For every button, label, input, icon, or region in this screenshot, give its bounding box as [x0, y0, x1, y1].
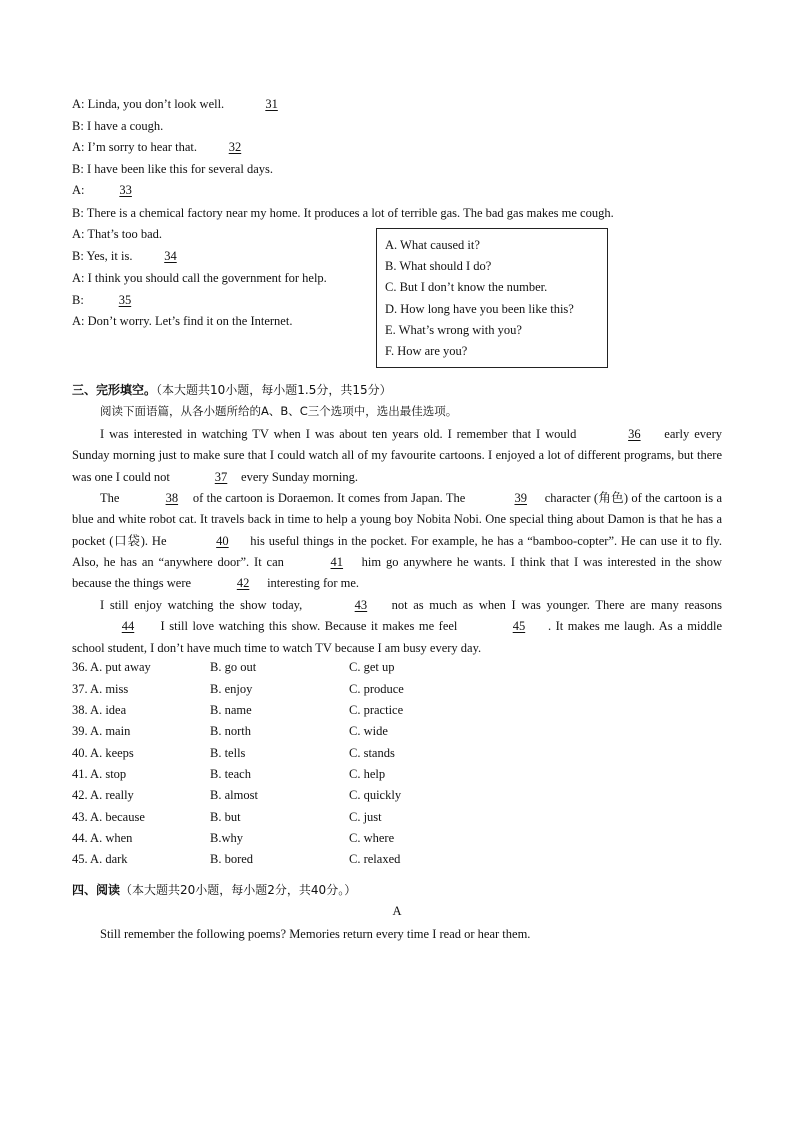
dialogue-text: That’s too bad. [87, 227, 163, 241]
paragraph-text: . It makes me laugh. As a middle school student, I don’t have much time to watch TV because I am busy every day. [72, 619, 722, 655]
dialogue-text: There is a chemical factory near my home. It produces a lot of terrible gas. The bad gas makes me cough. [86, 206, 614, 220]
section3-heading [72, 382, 392, 398]
answer-blank-44: 44 [121, 619, 135, 634]
reading-intro: Still remember the following poems? Memories return every time I read or hear them. [100, 927, 531, 941]
paragraph-text: every Sunday morning. [241, 469, 359, 484]
choice-item: C. quickly [349, 788, 402, 802]
section3-note: （本大题共10小题，每小题1.5分，共15分） [156, 383, 392, 397]
answer-blank-38: 38 [165, 491, 179, 505]
dialogue-text: Yes, it is. [86, 249, 133, 263]
speaker-label: A: [72, 183, 85, 197]
choice-item: C. help [349, 767, 386, 781]
option-e: E. What’s wrong with you? [385, 323, 522, 337]
dialogue-text: I have been like this for several days. [86, 162, 273, 176]
section3-title: 三、完形填空。 [72, 383, 157, 397]
answer-blank-42: 42 [236, 576, 250, 591]
choice-item: B. north [210, 724, 251, 738]
paragraph-text: his useful things in the pocket. For example, he has a “bamboo-copter”. He can use it to fly. Also, he has an “anywhere door”. It can [72, 533, 722, 569]
option-b: B. What should I do? [385, 259, 492, 273]
paragraph-text: I still love watching this show. Because it makes me feel [156, 619, 462, 634]
dialogue-line-11 [72, 313, 292, 329]
choice-item: C. get up [349, 660, 395, 674]
answer-blank-37: 37 [214, 469, 228, 484]
dialogue-line-2 [72, 118, 163, 134]
answer-blank-45: 45 [512, 619, 526, 634]
dialogue-text: I have a cough. [86, 119, 164, 133]
choice-item: B. teach [210, 767, 251, 781]
speaker-label: A: [72, 97, 85, 111]
cloze-paragraph-1 [72, 424, 722, 488]
dialogue-line-7 [72, 226, 162, 242]
speaker-label: B: [72, 293, 84, 307]
speaker-label: A: [72, 314, 85, 328]
paragraph-text: character (角色) of the cartoon is a blue and white robot cat. It travels back in time to help a young boy Nobita Nobi. One special thing about Damon is that he has a pocket (口袋). He [72, 491, 722, 548]
paragraph-text: of the cartoon is Doraemon. It comes from Japan. The [192, 491, 469, 505]
dialogue-line-10 [72, 292, 163, 308]
answer-blank-32: 32 [228, 140, 242, 154]
choice-item: B. go out [210, 660, 257, 674]
section3-instruction: 阅读下面语篇，从各小题所给的A、B、C三个选项中，选出最佳选项。 [100, 404, 458, 418]
choice-item: 38. A. idea [72, 703, 127, 717]
choice-item: 40. A. keeps [72, 746, 134, 760]
section4-title: 四、阅读 [72, 883, 121, 897]
choice-item: B. almost [210, 788, 258, 802]
dialogue-line-3 [72, 139, 273, 155]
section4-note: （本大题共20小题，每小题2分，共40分。） [120, 883, 357, 897]
section4-heading [72, 882, 356, 898]
paragraph-text: him go anywhere he wants. I think that I was interested in the show because the things were [72, 554, 723, 591]
dialogue-text: Linda, you don’t look well. [87, 97, 225, 111]
choice-item: C. relaxed [349, 852, 401, 866]
option-d: D. How long have you been like this? [385, 302, 574, 316]
paragraph-text: The [100, 491, 123, 505]
dialogue-line-8 [72, 248, 208, 264]
answer-blank-35: 35 [118, 293, 132, 307]
choice-item: 42. A. really [72, 788, 134, 802]
cloze-paragraph-2 [72, 488, 722, 594]
option-f: F. How are you? [385, 344, 468, 358]
speaker-label: B: [72, 206, 84, 220]
answer-blank-41: 41 [330, 554, 344, 569]
paragraph-text: not as much as when I was younger. There are many reasons [385, 598, 722, 612]
answer-blank-40: 40 [216, 533, 229, 548]
choice-item: C. where [349, 831, 395, 845]
answer-blank-43: 43 [354, 598, 368, 612]
speaker-label: A: [72, 140, 85, 154]
choice-item: 39. A. main [72, 724, 131, 738]
answer-blank-33: 33 [119, 183, 132, 197]
speaker-label: A: [72, 271, 85, 285]
choice-item: C. produce [349, 682, 404, 696]
dialogue-line-1 [72, 96, 310, 112]
choice-item: 44. A. when [72, 831, 133, 845]
option-c: C. But I don’t know the number. [385, 280, 548, 294]
answer-blank-36: 36 [628, 427, 641, 441]
dialogue-text: I think you should call the government for help. [87, 271, 327, 285]
choice-item: B.why [210, 831, 243, 845]
choice-item: B. enjoy [210, 682, 253, 696]
choice-item: B. bored [210, 852, 254, 866]
choice-item: 45. A. dark [72, 852, 128, 866]
choice-item: C. stands [349, 746, 395, 760]
answer-blank-34: 34 [164, 249, 177, 263]
choice-item: 43. A. because [72, 810, 145, 824]
options-box [376, 228, 608, 368]
paragraph-text: I was interested in watching TV when I was about ten years old. I remember that I would [100, 427, 582, 441]
choice-item: C. wide [349, 724, 388, 738]
dialogue-line-5 [72, 182, 164, 198]
option-a: A. What caused it? [385, 238, 480, 252]
cloze-paragraph-3 [72, 595, 722, 659]
choice-item: B. tells [210, 746, 246, 760]
choice-item: 36. A. put away [72, 660, 151, 674]
choice-item: B. but [210, 810, 241, 824]
choice-item: 37. A. miss [72, 682, 129, 696]
paragraph-text: early every Sunday morning just to make sure that I could watch all of my favourite cartoons. I enjoyed a lot of different programs, but there was one I could not [72, 427, 722, 484]
dialogue-line-9 [72, 270, 327, 286]
paragraph-text: interesting for me. [267, 576, 360, 591]
speaker-label: B: [72, 119, 84, 133]
choice-item: C. just [349, 810, 382, 824]
dialogue-line-6 [72, 205, 614, 221]
choice-item: B. name [210, 703, 252, 717]
choice-item: C. practice [349, 703, 404, 717]
reading-part-label: A [392, 904, 402, 918]
answer-blank-31: 31 [265, 97, 278, 111]
dialogue-text: I’m sorry to hear that. [87, 140, 197, 154]
dialogue-line-4 [72, 161, 273, 177]
speaker-label: B: [72, 249, 84, 263]
speaker-label: A: [72, 227, 85, 241]
dialogue-text: Don’t worry. Let’s find it on the Internet. [87, 314, 293, 328]
paragraph-text: I still enjoy watching the show today, [100, 598, 308, 612]
speaker-label: B: [72, 162, 84, 176]
answer-blank-39: 39 [514, 491, 527, 505]
choice-item: 41. A. stop [72, 767, 127, 781]
